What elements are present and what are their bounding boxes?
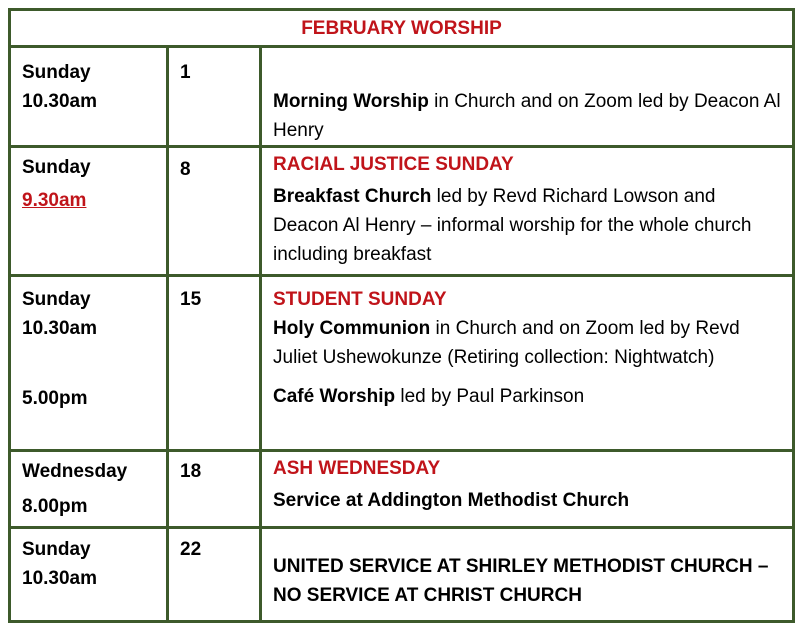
date-cell bbox=[168, 451, 261, 528]
date-cell bbox=[168, 276, 261, 451]
day-label: Wednesday bbox=[22, 461, 128, 482]
table-title: FEBRUARY WORSHIP bbox=[10, 10, 794, 47]
service-heading: RACIAL JUSTICE SUNDAY bbox=[273, 154, 514, 175]
service-title: Service at Addington Methodist Church bbox=[273, 490, 630, 511]
date-label: 15 bbox=[180, 289, 202, 310]
day-time-cell bbox=[10, 47, 168, 147]
service-title: UNITED SERVICE AT SHIRLEY METHODIST CHURCH – NO SERVICE AT CHRIST CHURCH bbox=[273, 556, 769, 606]
date-label: 18 bbox=[180, 461, 202, 482]
time-label: 10.30am bbox=[22, 318, 98, 339]
title-row bbox=[10, 10, 794, 47]
service-description bbox=[273, 314, 786, 372]
description-cell bbox=[261, 47, 794, 147]
february-worship-table bbox=[8, 8, 795, 623]
date-label: 8 bbox=[180, 159, 191, 180]
day-time-cell bbox=[10, 451, 168, 528]
day-time-cell bbox=[10, 147, 168, 276]
service-title: Breakfast Church bbox=[273, 186, 432, 207]
table-row bbox=[10, 47, 794, 147]
service-text: in Church and on Zoom led by Revd Juliet Ushewokunze (Retiring collection: Nightwatch) bbox=[273, 318, 740, 368]
service-text: led by Revd Richard Lowson and Deacon Al Henry – informal worship for the whole church including breakfast bbox=[273, 186, 752, 265]
table-row bbox=[10, 276, 794, 451]
day-label: Sunday bbox=[22, 289, 91, 310]
service-heading: ASH WEDNESDAY bbox=[273, 458, 441, 479]
date-cell bbox=[168, 47, 261, 147]
day-time-cell bbox=[10, 528, 168, 622]
date-label: 1 bbox=[180, 62, 191, 83]
day-label: Sunday bbox=[22, 539, 91, 560]
service-title: Holy Communion bbox=[273, 318, 431, 339]
time-label: 10.30am bbox=[22, 91, 98, 112]
description-cell bbox=[261, 451, 794, 528]
time-label: 9.30am bbox=[22, 190, 87, 211]
time-label-2: 5.00pm bbox=[22, 388, 88, 409]
table-row bbox=[10, 528, 794, 622]
time-label: 10.30am bbox=[22, 568, 98, 589]
service-description bbox=[273, 186, 751, 265]
service-title: Morning Worship bbox=[273, 91, 429, 112]
date-cell bbox=[168, 528, 261, 622]
service-heading: STUDENT SUNDAY bbox=[273, 289, 447, 310]
description-cell bbox=[261, 147, 794, 276]
date-label: 22 bbox=[180, 539, 202, 560]
date-cell bbox=[168, 147, 261, 276]
day-label: Sunday bbox=[22, 157, 91, 178]
service-title-2: Café Worship bbox=[273, 386, 396, 407]
day-label: Sunday bbox=[22, 62, 91, 83]
table-row bbox=[10, 147, 794, 276]
day-time-cell bbox=[10, 276, 168, 451]
time-label: 8.00pm bbox=[22, 496, 88, 517]
service-text-2: led by Paul Parkinson bbox=[395, 386, 585, 407]
table-row bbox=[10, 451, 794, 528]
description-cell bbox=[261, 276, 794, 451]
description-cell bbox=[261, 528, 794, 622]
service-description-2 bbox=[273, 382, 786, 411]
service-description bbox=[273, 91, 781, 141]
service-text: in Church and on Zoom led by Deacon Al Henry bbox=[273, 91, 781, 141]
